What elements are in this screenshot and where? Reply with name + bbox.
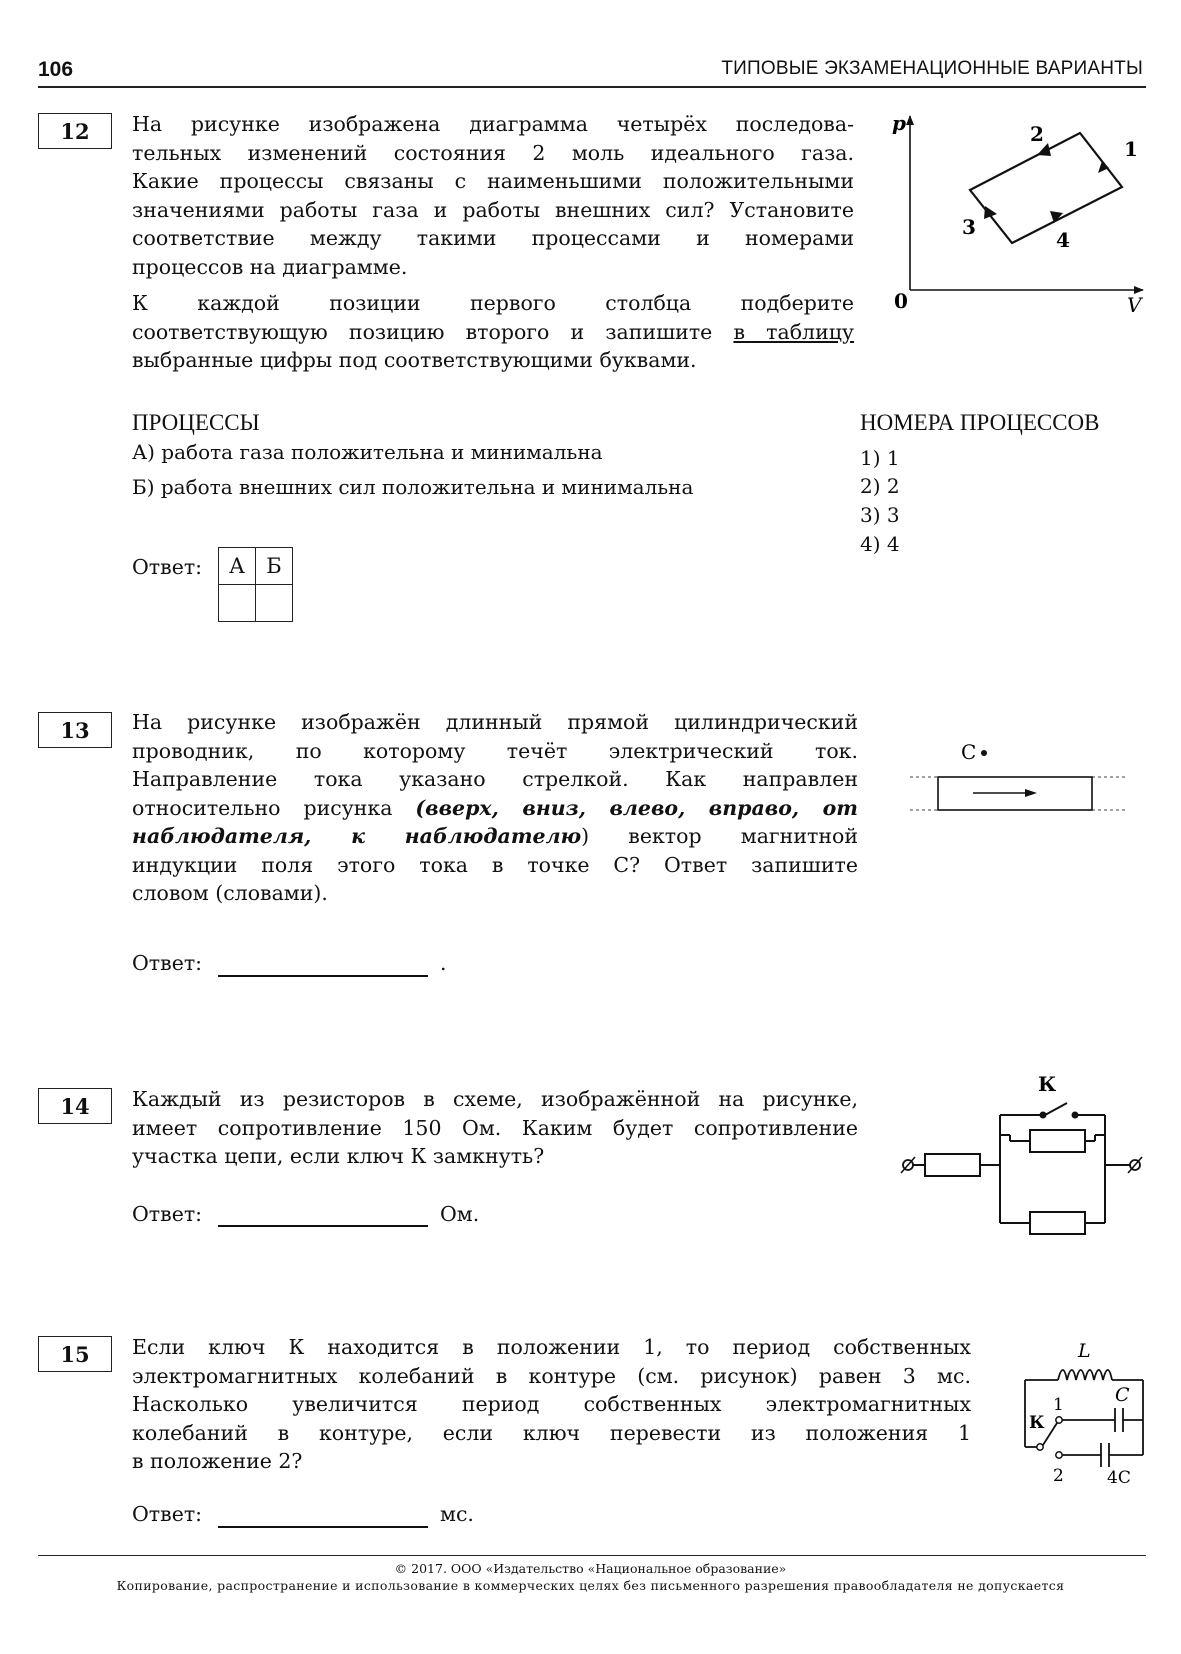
answer-cell-b[interactable] xyxy=(256,585,293,622)
q13-answer-suffix: . xyxy=(440,951,447,975)
question-12-text xyxy=(132,110,854,281)
q13-answer-label: Ответ: xyxy=(132,951,203,975)
q15-line: в положение 2? xyxy=(132,1449,303,1473)
q12-instr-line: выбранные цифры под соответствующими буквами. xyxy=(132,348,697,372)
capacitor-4c-label: 4C xyxy=(1107,1468,1131,1488)
q14-answer-unit: Ом. xyxy=(440,1202,480,1226)
current-arrow-head xyxy=(1025,789,1037,797)
q13-text: относительно рисунка xyxy=(132,795,416,820)
q13-line: словом (словами). xyxy=(132,881,328,905)
process-option-b: Б) работа внешних сил положительна и минимальна xyxy=(132,475,694,499)
pv-diagram xyxy=(880,110,1150,325)
q12-line: Какие процессы связаны с наименьшими положительными xyxy=(132,169,854,193)
process-label-2: 2 xyxy=(1030,122,1044,146)
conductor-diagram xyxy=(905,735,1130,820)
process-label-4: 4 xyxy=(1056,228,1070,252)
numbers-header: НОМЕРА ПРОЦЕССОВ xyxy=(860,410,1100,435)
q13-line: Направление тока указано стрелкой. Как направлен xyxy=(132,767,858,791)
q12-line: На рисунке изображена диаграмма четырёх последова- xyxy=(132,112,854,136)
q13-line: проводник, по которому течёт электрический ток. xyxy=(132,738,858,763)
q14-line: Каждый из резисторов в схеме, изображённой на рисунке, xyxy=(132,1087,858,1111)
switch-contact-2 xyxy=(1056,1452,1062,1458)
position-2-label: 2 xyxy=(1053,1466,1064,1486)
v-axis-label: V xyxy=(1127,293,1142,317)
question-13-number: 13 xyxy=(38,712,112,748)
switch-label: К xyxy=(1029,1413,1045,1433)
q13-line xyxy=(132,822,858,851)
q14-line: участка цепи, если ключ К замкнуть? xyxy=(132,1144,545,1168)
switch-pivot xyxy=(1037,1444,1043,1450)
question-14-number: 14 xyxy=(38,1088,112,1124)
q12-line: соответствие между такими процессами и номерами xyxy=(132,226,854,250)
number-option-1: 1) 1 xyxy=(860,446,900,470)
header-rule xyxy=(38,86,1146,88)
q14-answer-label: Ответ: xyxy=(132,1202,203,1226)
q13-emphasis: (вверх, вниз, влево, вправо, от xyxy=(415,795,858,820)
q13-text: ) вектор магнитной xyxy=(581,824,858,848)
footer-rule xyxy=(38,1555,1146,1556)
resistor-circuit xyxy=(895,1065,1155,1245)
answer-cell-a[interactable] xyxy=(219,585,256,622)
question-12-instructions xyxy=(132,289,854,375)
origin-label: 0 xyxy=(894,289,908,313)
q14-answer-line[interactable] xyxy=(218,1225,428,1227)
q12-answer-table xyxy=(218,547,293,622)
q13-emphasis: наблюдателя, к наблюдателю xyxy=(132,824,582,848)
switch-contact-right xyxy=(1072,1112,1079,1119)
switch-contact-left xyxy=(1040,1112,1047,1119)
number-option-4: 4) 4 xyxy=(860,532,900,556)
process-label-3: 3 xyxy=(962,215,976,239)
q12-instr-line: К каждой позиции первого столбца подберите xyxy=(132,291,854,315)
answer-col-b-header: Б xyxy=(256,548,293,585)
inductor-label: L xyxy=(1078,1340,1091,1362)
capacitor-label: C xyxy=(1115,1384,1130,1406)
q14-line: имеет сопротивление 150 Ом. Каким будет сопротивление xyxy=(132,1115,858,1140)
process-option-a: А) работа газа положительна и минимальна xyxy=(132,440,603,464)
q13-answer-line[interactable] xyxy=(218,975,428,977)
number-option-2: 2) 2 xyxy=(860,474,900,498)
q15-line: электромагнитных колебаний в контуре (см. рисунок) равен 3 мс. xyxy=(132,1363,971,1388)
switch-contact-1 xyxy=(1056,1417,1062,1423)
q13-line xyxy=(132,794,858,823)
question-15-text xyxy=(132,1333,971,1476)
point-c xyxy=(981,750,987,756)
footer-notice: Копирование, распространение и использование в коммерческих целях без письменного разрешения правообладателя не допускается xyxy=(116,1578,1065,1593)
q12-answer-label: Ответ: xyxy=(132,555,203,579)
q15-answer-line[interactable] xyxy=(218,1526,428,1528)
arrow-process-1 xyxy=(1098,161,1109,173)
footer-copyright: © 2017. ООО «Издательство «Национальное образование» xyxy=(394,1561,787,1576)
p-axis-label: p xyxy=(892,111,906,135)
q12-line: значениями работы газа и работы внешних сил? Установите xyxy=(132,197,854,222)
lc-circuit xyxy=(1015,1335,1170,1495)
page-number: 106 xyxy=(38,58,74,81)
q12-instr-line xyxy=(132,318,854,347)
q13-line: На рисунке изображён длинный прямой цилиндрический xyxy=(132,710,858,734)
question-12-number: 12 xyxy=(38,113,112,149)
processes-header: ПРОЦЕССЫ xyxy=(132,410,260,435)
q15-line: колебаний в контуре, если ключ перевести из положения 1 xyxy=(132,1420,971,1445)
point-c-label: С xyxy=(961,740,977,764)
q12-line: тельных изменений состояния 2 моль идеального газа. xyxy=(132,140,854,165)
q15-answer-unit: мс. xyxy=(440,1502,474,1526)
question-13-text xyxy=(132,708,858,908)
q15-line: Если ключ К находится в положении 1, то период собственных xyxy=(132,1335,971,1359)
answer-col-a-header: А xyxy=(219,548,256,585)
switch-label: К xyxy=(1038,1072,1057,1096)
process-label-1: 1 xyxy=(1124,137,1138,161)
q15-line: Насколько увеличится период собственных электромагнитных xyxy=(132,1392,971,1416)
question-14-text xyxy=(132,1085,858,1171)
position-1-label: 1 xyxy=(1053,1395,1064,1415)
q12-line: процессов на диаграмме. xyxy=(132,254,408,279)
q12-table-link: в таблицу xyxy=(733,319,854,344)
number-option-3: 3) 3 xyxy=(860,503,900,527)
q15-answer-label: Ответ: xyxy=(132,1502,203,1526)
q13-line: индукции поля этого тока в точке С? Ответ запишите xyxy=(132,852,858,877)
q12-instr-text: соответствующую позицию второго и запишите xyxy=(132,319,734,344)
question-15-number: 15 xyxy=(38,1336,112,1372)
running-title: ТИПОВЫЕ ЭКЗАМЕНАЦИОННЫЕ ВАРИАНТЫ xyxy=(721,58,1143,79)
